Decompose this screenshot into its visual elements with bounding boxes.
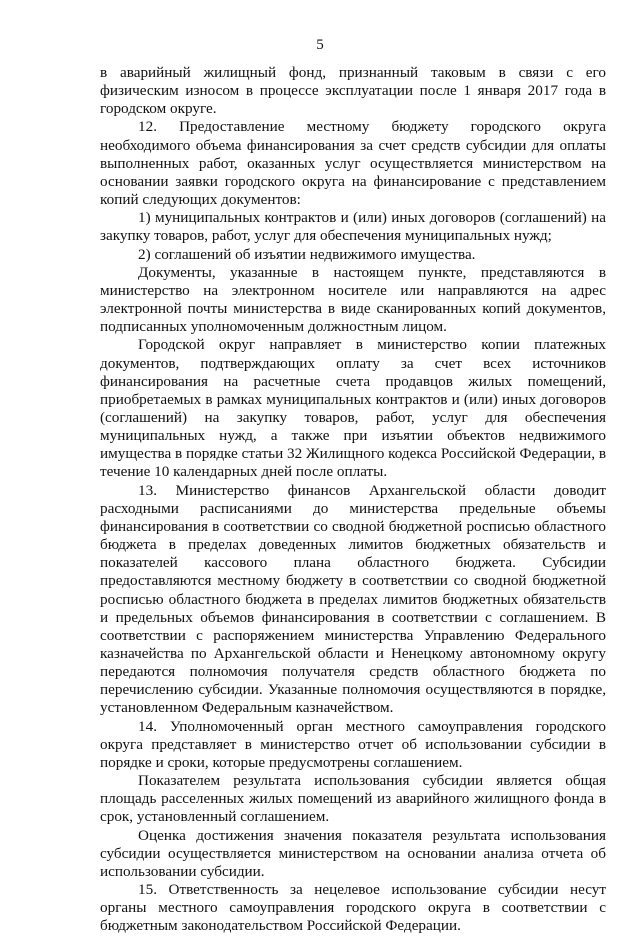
paragraph-item-13: 13. Министерство финансов Архангельской области доводит расходными расписаниями до министерства предельные объемы финансирования в соответствии со сводной бюджетной росписью областного бюджета в пределах доведенных лимитов бюджетных обязательств и показателей кассового плана областного бюджета. Субсидии предоставляются местному бюджету в соответствии со сводной бюджетной росписью областного бюджета в пределах лимитов бюджетных обязательств и предельных объемов финансирования в соответствии с соглашением. В соответствии с распоряжением министерства Управлению Федерального казначейства по Архангельской области и Ненецкому автономному округу передаются полномочия получателя средств областного бюджета по перечислению субсидии. Указанные полномочия осуществляются в порядке, установленном Федеральным казначейством.	[100, 481, 606, 717]
document-body	[100, 64, 606, 936]
paragraph-documents: Документы, указанные в настоящем пункте, представляются в министерство на электронном носителе или направляются на адрес электронной почты министерства в виде сканированных копий документов, подписанных уполномоченным должностным лицом.	[100, 263, 606, 336]
paragraph-item-15: 15. Ответственность за нецелевое использование субсидии несут органы местного самоуправления городского округа в соответствии с бюджетным законодательством Российской Федерации.	[100, 881, 606, 935]
page-number: 5	[316, 37, 324, 53]
paragraph-payment-documents: Городской округ направляет в министерство копии платежных документов, подтверждающих оплату за счет всех источников финансирования на расчетные счета продавцов жилых помещений, приобретаемых в рамках муниципальных контрактов и (или) иных договоров (соглашений) на закупку товаров, работ, услуг для обеспечения муниципальных нужд, а также при изъятии объектов недвижимого имущества в порядке статьи 32 Жилищного кодекса Российской Федерации, в течение 10 календарных дней после оплаты.	[100, 336, 606, 481]
paragraph-continuation: в аварийный жилищный фонд, признанный таковым в связи с его физическим износом в процессе эксплуатации после 1 января 2017 года в городском округе.	[100, 64, 606, 118]
paragraph-item-14: 14. Уполномоченный орган местного самоуправления городского округа представляет в министерство отчет об использовании субсидии в порядке и сроки, которые предусмотрены соглашением.	[100, 717, 606, 771]
paragraph-result-indicator: Показателем результата использования субсидии является общая площадь расселенных жилых помещений из аварийного жилищного фонда в срок, установленный соглашением.	[100, 772, 606, 826]
paragraph-subitem-2: 2) соглашений об изъятии недвижимого имущества.	[138, 245, 476, 263]
paragraph-assessment: Оценка достижения значения показателя результата использования субсидии осуществляется министерством на основании анализа отчета об использовании субсидии.	[100, 826, 606, 880]
paragraph-subitem-1: 1) муниципальных контрактов и (или) иных договоров (соглашений) на закупку товаров, работ, услуг для обеспечения муниципальных нужд;	[100, 209, 606, 245]
paragraph-item-12: 12. Предоставление местному бюджету городского округа необходимого объема финансирования за счет средств субсидии для оплаты выполненных работ, оказанных услуг осуществляется министерством на основании заявки городского округа на финансирование с представлением копий следующих документов:	[100, 118, 606, 209]
